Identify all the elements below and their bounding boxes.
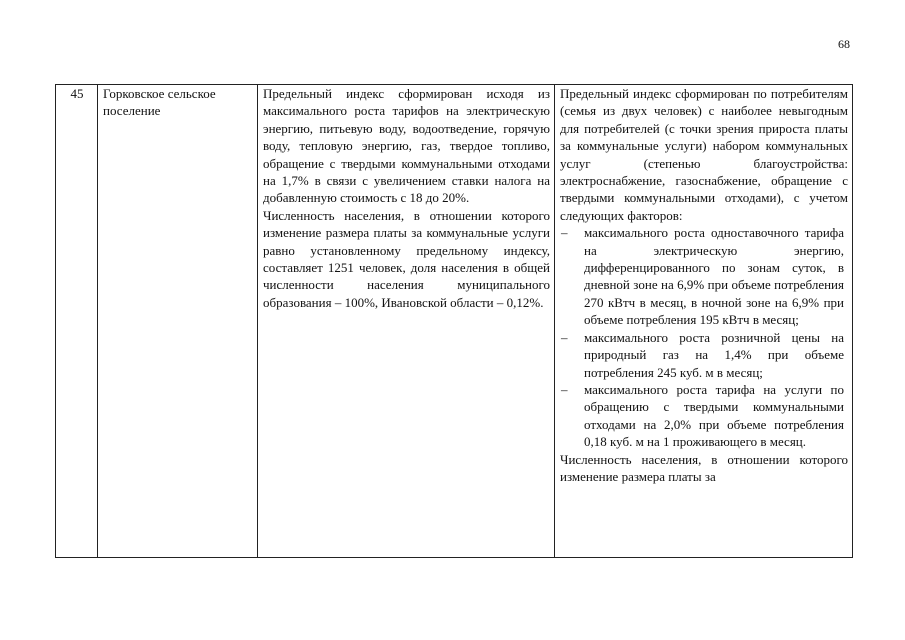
- row-number: 45: [70, 86, 84, 101]
- index-description-cell: [258, 85, 555, 558]
- page-number: 68: [838, 37, 850, 51]
- factors-list: [560, 224, 848, 450]
- consumer-intro-paragraph: Предельный индекс сформирован по потребителям (семья из двух человек) с наиболее невыгодным для потребителей (с точки зрения прироста платы за коммунальные услуги) набором коммунальных услуг (степенью благоустройства: электроснабжение, газоснабжение, обращение с твердыми коммунальными отходами), с учетом следующих факторов:: [560, 86, 848, 223]
- population-paragraph: Численность населения, в отношении которого изменение размера платы за коммунальные услуги равно установленному предельному индексу, составляет 1251 человек, доля населения в общей численности населения муниципального образования – 100%, Ивановской области – 0,12%.: [263, 207, 550, 310]
- dash-bullet: –: [561, 225, 568, 241]
- factor-gas: максимального роста розничной цены на природный газ на 1,4% при объеме потребления 245 куб. м в месяц;: [584, 329, 844, 380]
- population-tail-paragraph: Численность населения, в отношении которого изменение размера платы за: [560, 451, 848, 484]
- table-row: [56, 85, 853, 558]
- consumer-description-cell: [555, 85, 853, 558]
- index-basis-paragraph: Предельный индекс сформирован исходя из максимального роста тарифов на электрическую энергию, питьевую воду, водоотведение, горячую воду, тепловую энергию, газ, твердое топливо, обращение с твердыми коммунальными отходами на 1,7% в связи с увеличением ставки налога на добавленную стоимость с 18 до 20%.: [263, 86, 550, 206]
- factor-waste: максимального роста тарифа на услуги по обращению с твердыми коммунальными отходами на 2,0% при объеме потребления 0,18 куб. м на 1 проживающего в месяц.: [584, 381, 844, 450]
- factor-electricity: максимального роста одноставочного тарифа на электрическую энергию, дифференцированного по зонам суток, в дневной зоне на 6,9% при объеме потребления 270 кВтч в месяц, в ночной зоне на 6,9% при объеме потребления 195 кВтч в месяц;: [584, 225, 844, 328]
- settlement-name-cell: [98, 85, 258, 558]
- dash-bullet: –: [561, 329, 568, 345]
- dash-bullet: –: [561, 381, 568, 397]
- list-item: [560, 381, 844, 451]
- list-item: [560, 329, 844, 381]
- list-item: [560, 224, 844, 328]
- indices-table: [55, 84, 853, 558]
- settlement-name: Горковское сельское поселение: [103, 86, 216, 119]
- row-number-cell: [56, 85, 98, 558]
